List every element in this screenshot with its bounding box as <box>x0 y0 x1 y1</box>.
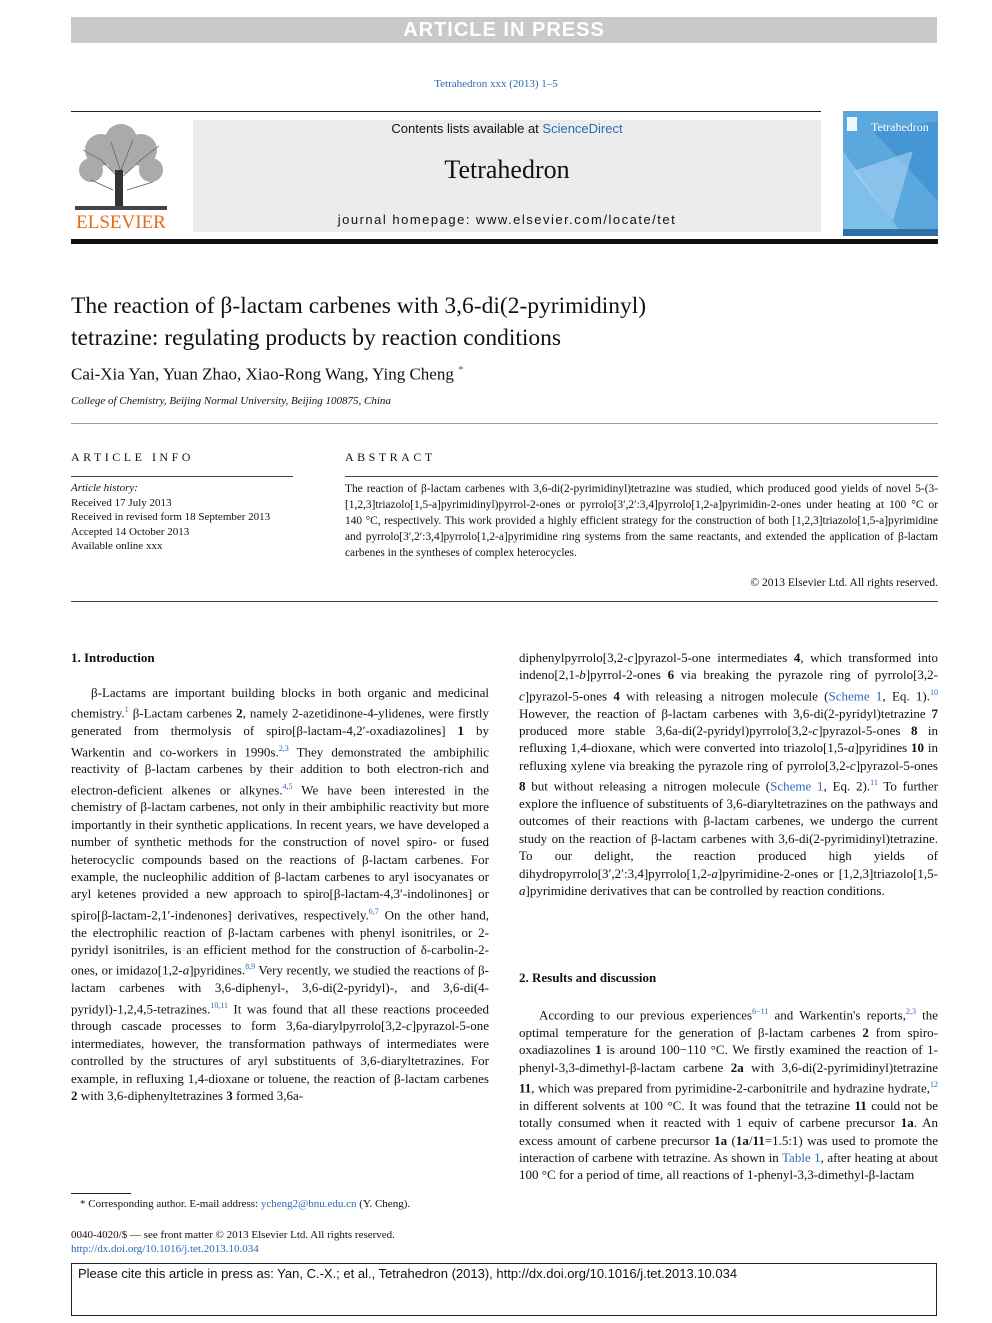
author-list <box>71 364 464 385</box>
journal-citation[interactable]: Tetrahedron xxx (2013) 1–5 <box>434 78 558 90</box>
intro-heading: 1. Introduction <box>71 650 155 665</box>
email-link[interactable]: ycheng2@bnu.edu.cn <box>260 1198 357 1210</box>
contents-line <box>193 121 821 136</box>
footnote-suffix: (Y. Cheng). <box>356 1198 411 1210</box>
affiliation: College of Chemistry, Beijing Normal University, Beijing 100875, China <box>71 395 391 407</box>
divider <box>71 601 938 602</box>
journal-cover[interactable] <box>843 111 938 236</box>
doi-link[interactable]: http://dx.doi.org/10.1016/j.tet.2013.10.034 <box>71 1243 259 1255</box>
title-line-2: tetrazine: regulating products by reaction conditions <box>71 325 562 351</box>
accepted-date: Accepted 14 October 2013 <box>71 525 190 538</box>
article-history <box>71 481 270 554</box>
front-matter <box>71 1228 395 1256</box>
journal-homepage[interactable]: journal homepage: www.elsevier.com/locate/tet <box>337 212 677 227</box>
contents-prefix: Contents lists available at <box>391 121 543 136</box>
authors-text: Cai-Xia Yan, Yuan Zhao, Xiao-Rong Wang, Ying Cheng <box>71 364 454 384</box>
article-in-press-banner: ARTICLE IN PRESS <box>71 17 937 43</box>
results-heading: 2. Results and discussion <box>519 970 657 985</box>
results-column: According to our previous experiences$^{6-11}$ and Warkentin's reports,$^{2,3}$ the optimal temperature for the generation of β-lactam carbenes 2 from spiro-oxadiazolines 1 is around 100−110 °C. We firstly examined the reaction of 1-phenyl-3,3-dimethyl-β-lactam carbene 2a with 3,6-di(2-pyrimidinyl)tetrazine 11, which was prepared from pyrimidine-2-carbonitrile and hydrazine hydrate,$^{12}$ in different solvents at 100 °C. It was found that the tetrazine 11 could not be totally consumed when it reacted with 1 equiv of carbene precursor 1a. An excess amount of carbene precursor 1a (1a/11=1.5:1) was used to promote the interaction of carbene with tetrazine. As shown in Table 1, after heating at about 100 °C for a period of time, all reactions of 1-phenyl-3,3-dimethyl-β-lactam <box>519 1007 939 1183</box>
footnote-rule <box>71 1193 131 1194</box>
corresponding-mark[interactable]: * <box>458 364 464 376</box>
journal-name: Tetrahedron <box>444 155 570 184</box>
received-date: Received 17 July 2013 <box>71 496 172 509</box>
title-line-1: The reaction of β-lactam carbenes with 3,6-di(2-pyrimidinyl) <box>71 293 647 319</box>
cite-text: Please cite this article in press as: Yan, C.-X.; et al., Tetrahedron (2013), http://dx.doi.org/10.1016/j.tet.2013.10.034 <box>78 1266 738 1281</box>
intro-column: β-Lactams are important building blocks in both organic and medicinal chemistry.$^1$ β-Lactam carbenes 2, namely 2-azetidinone-4-ylidenes, were firstly generated from thermolysis of spiro[β-lactam-4,2′-oxadiazolines] 1 by Warkentin and co-workers in 1990s.$^{2,3}$ They demonstrated the ambiphilic reactivity of β-lactam carbenes by their addition to both electron-rich and electron-deficient alkenes or alkynes.$^{4,5}$ We have been interested in the chemistry of β-lactam carbenes, not only in their ambiphilic reactivity but more importantly in their synthetic applications. In recent years, we have developed a number of synthetic methods for the construction of novel spiro- or fused heterocyclic compounds based on the reactions of β-lactam carbenes. For example, the nucleophilic addition of β-lactam carbenes to aryl isocyanates or aryl ketenes provided a new approach to spiro[β-lactam-4,3′-indolinones] or spiro[β-lactam-2,1′-indenones] derivatives, respectively.$^{6,7}$ On the other hand, the electrophilic reaction of β-lactam carbenes with phenyl isonitriles, or 2-pyridyl isonitriles, is an efficient method for the construction of δ-carbolin-2-ones, or imidazo[1,2-a]pyridines.$^{8,9}$ Very recently, we studied the reactions of β-lactam carbenes with 3,6-diphenyl-, 3,6-di(2-pyridyl)-, and 3,6-di(4-pyridyl)-1,2,4,5-tetrazines.$^{10,11}$ It was found that all these reactions proceeded through cascade processes to form 3,6a-diarylpyrrolo[3,2-c]pyrazol-5-one intermediates, however, the transformation pathways of intermediates were controlled by the structures of aryl substituents of 3,6-diaryltetrazines. For example, in refluxing 1,4-dioxane or toluene, the reaction of β-lactam carbenes 2 with 3,6-diphenyltetrazines 3 formed 3,6a- <box>71 685 490 1103</box>
divider <box>71 476 293 477</box>
elsevier-tree-icon <box>71 120 171 232</box>
intro-column-continued: diphenylpyrrolo[3,2-c]pyrazol-5-one intermediates 4, which transformed into indeno[2,1-b]pyrrol-2-ones 6 via breaking the pyrazole ring of pyrrolo[3,2-c]pyrazol-5-ones 4 with releasing a nitrogen molecule (Scheme 1, Eq. 1).$^{10}$ However, the reaction of β-lactam carbenes with 3,6-di(2-pyridyl)tetrazine 7 produced more stable 3,6a-di(2-pyridyl)pyrrolo[3,2-c]pyrazol-5-ones 8 in refluxing 1,4-dioxane, which were converted into triazolo[1,5-a]pyridines 10 in refluxing xylene via breaking the pyrazole ring of pyrrolo[3,2-c]pyrazol-5-ones 8 but without releasing a nitrogen molecule (Scheme 1, Eq. 2).$^{11}$ To further explore the influence of substituents of 3,6-diaryltetrazines on the pathways and outcomes of their reactions with β-lactam carbenes, we undergo the current study on the reaction of β-lactam carbenes with 3,6-di(2-pyrimidinyl)tetrazine. To our delight, the reaction produced high yields of dihydropyrrolo[3′,2′:3,4]pyrrolo[1,2-a]pyrimidine-2-ones or [1,2,3]triazolo[1,5-a]pyrimidine derivatives that can be controlled by reaction conditions. <box>519 650 938 898</box>
corresponding-footnote <box>80 1198 410 1210</box>
divider <box>345 476 938 477</box>
article-info-heading: ARTICLE INFO <box>71 450 194 464</box>
header-rule <box>71 111 821 112</box>
online-date: Available online xxx <box>71 540 163 552</box>
elsevier-logo <box>71 120 171 232</box>
masthead-rule <box>71 239 938 244</box>
sciencedirect-link[interactable]: ScienceDirect <box>542 121 623 136</box>
article-title <box>71 290 831 354</box>
journal-cover-image <box>843 111 938 236</box>
footnote-prefix: * Corresponding author. E-mail address: <box>80 1198 261 1210</box>
copyright: © 2013 Elsevier Ltd. All rights reserved. <box>750 577 938 589</box>
revised-date: Received in revised form 18 September 2013 <box>71 511 271 523</box>
abstract-text: The reaction of β-lactam carbenes with 3,6-di(2-pyrimidinyl)tetrazine was studied, which produced good yields of novel 5-(3-[1,2,3]triazolo[1,5-a]pyrimidinyl)pyrrol-2-ones or pyrrolo[3′,2′:3,4]pyrrolo[1,2-a]pyrimidin-2-ones under heating at 100 °C or 140 °C, respectively. This work provided a highly efficient strategy for the construction of both [1,2,3]triazolo[1,5-a]pyrimidine and pyrrolo[3′,2′:3,4]pyrrolo[1,2-a]pyrimidine ring systems from the same reactants, and extended the application of β-lactam carbenes in the syntheses of complex heterocycles. <box>345 483 938 559</box>
abstract-heading: ABSTRACT <box>345 450 436 464</box>
issn-line: 0040-4020/$ — see front matter © 2013 Elsevier Ltd. All rights reserved. <box>71 1229 395 1241</box>
history-label: Article history: <box>71 482 138 494</box>
publisher-name: ELSEVIER <box>76 212 166 232</box>
divider <box>71 423 938 424</box>
cover-title: Tetrahedron <box>871 120 929 134</box>
